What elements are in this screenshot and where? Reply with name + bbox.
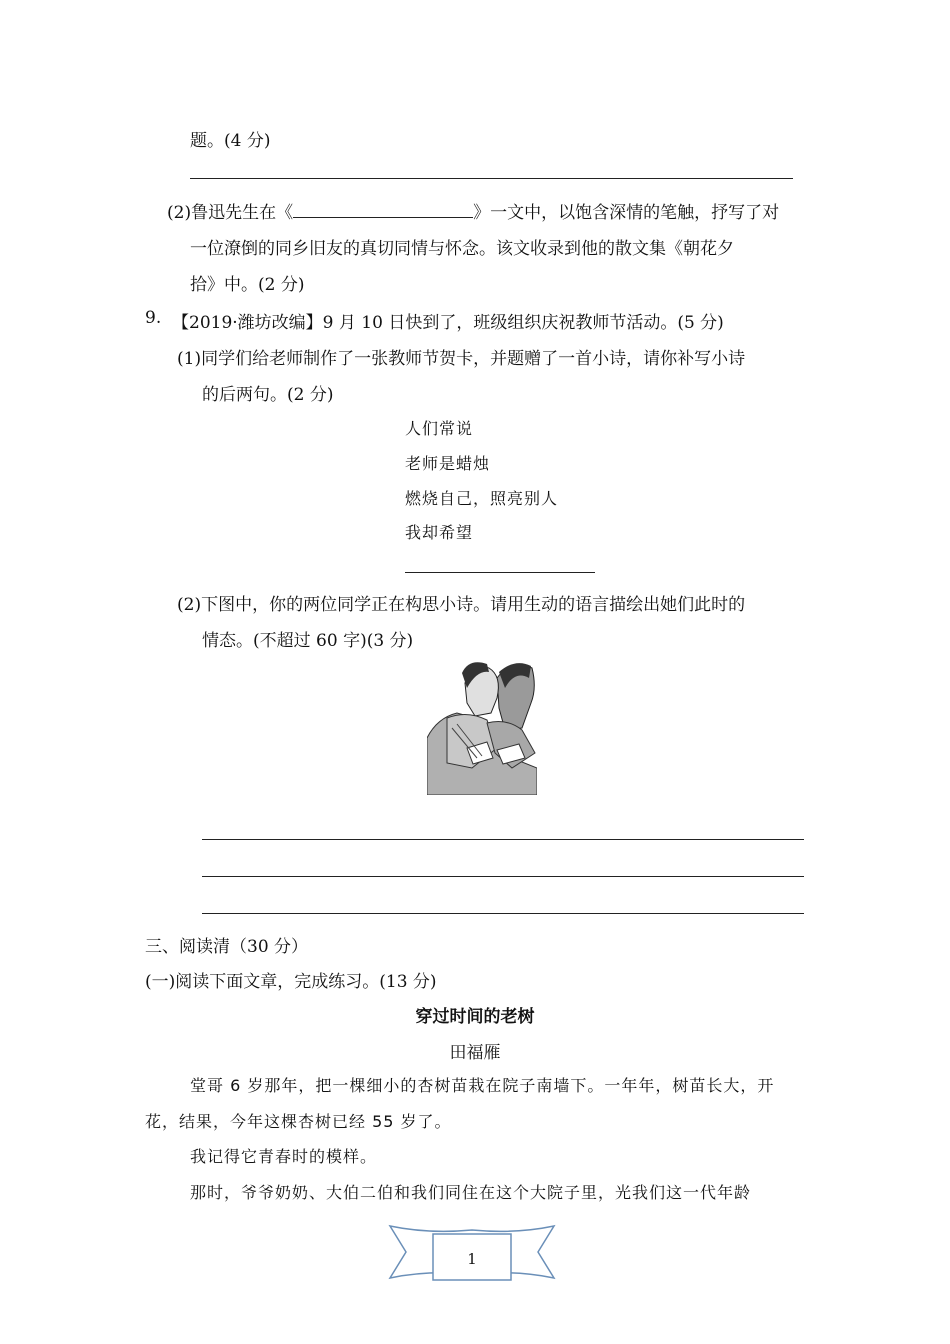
q9-answer-line-1[interactable] [202,839,804,840]
q8-part2-after: 》一文中，以饱含深情的笔触，抒写了对 [473,203,780,223]
article-para3: 那时，爷爷奶奶、大伯二伯和我们同住在这个大院子里，光我们这一代年龄 [190,1183,752,1202]
q9-part2-line2: 情态。(不超过 60 字)(3 分) [202,631,414,651]
poem-answer-line[interactable] [405,572,595,573]
poem-line-3: 燃烧自己，照亮别人 [405,489,559,508]
section3-sub: (一)阅读下面文章，完成练习。(13 分) [145,972,437,992]
q9-number: 9. [145,308,162,328]
illustration-svg [427,658,537,795]
poem-line-4: 我却希望 [405,523,474,542]
q9-answer-line-3[interactable] [202,913,804,914]
poem-line-1: 人们常说 [405,419,474,438]
poem-line-2: 老师是蜡烛 [405,454,491,473]
q8-part2-line1 [167,198,779,223]
article-author: 田福雁 [449,1043,501,1063]
article-para1-line1: 堂哥 6 岁那年，把一棵细小的杏树苗栽在院子南墙下。一年年，树苗长大，开 [190,1076,775,1095]
two-girls-thinking-illustration [427,658,537,795]
article-para2: 我记得它青春时的模样。 [190,1147,378,1166]
q9-answer-line-2[interactable] [202,876,804,877]
q8-part2-before: (2)鲁迅先生在《 [167,203,294,223]
q8-part2-line2: 一位潦倒的同乡旧友的真切同情与怀念。该文收录到他的散文集《朝花夕 [190,239,734,259]
q8-tail: 题。(4 分) [190,131,271,151]
q8-part2-blank[interactable] [293,203,473,218]
article-para1-line2: 花，结果，今年这棵杏树已经 55 岁了。 [145,1112,452,1131]
q9-part2-line1: (2)下图中，你的两位同学正在构思小诗。请用生动的语言描绘出她们此时的 [177,595,746,615]
q9-header: 【2019·潍坊改编】9 月 10 日快到了，班级组织庆祝教师节活动。(5 分) [172,313,724,333]
article-title: 穿过时间的老树 [415,1007,535,1027]
q8-answer-line[interactable] [190,178,793,179]
q9-part1-line2: 的后两句。(2 分) [202,385,334,405]
q8-part2-line3: 拾》中。(2 分) [190,275,305,295]
page-number-ribbon [388,1220,556,1286]
q9-part1-line1: (1)同学们给老师制作了一张教师节贺卡，并题赠了一首小诗，请你补写小诗 [177,349,746,369]
page-number: 1 [467,1250,477,1268]
section3-title: 三、阅读清（30 分） [145,937,309,957]
